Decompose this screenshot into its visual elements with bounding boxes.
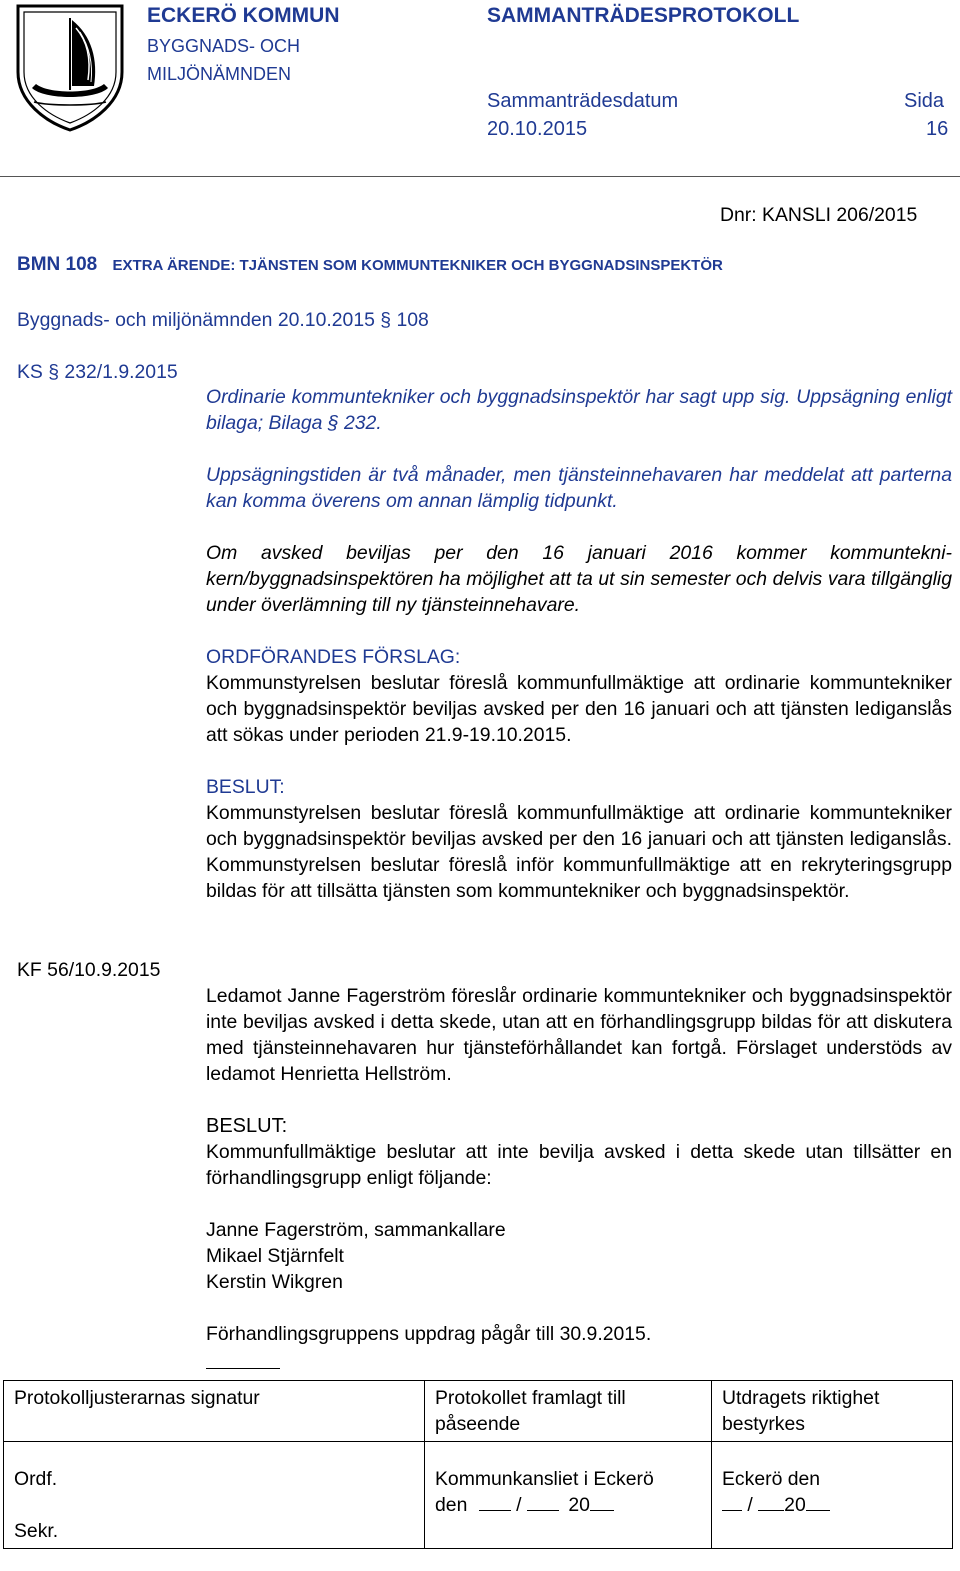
header-divider: [0, 176, 960, 177]
day-blank: [479, 1492, 511, 1511]
chair-label: Ordf.: [14, 1468, 58, 1490]
ks-paragraph-1: Ordinarie kommuntekniker och byggnadsinspektör har sagt upp sig. Uppsägning enligt bilaga; Bilaga § 232.: [206, 386, 952, 434]
month-blank: [527, 1492, 559, 1511]
page-number: 16: [926, 118, 949, 140]
year-blank: [590, 1492, 614, 1511]
signature-table: [3, 1380, 953, 1549]
display-cell: [425, 1442, 712, 1549]
signature-col-title: Protokolljusterarnas signatur: [4, 1381, 425, 1442]
coat-of-arms-logo: [14, 2, 126, 132]
ks-proposal-text: Kommunstyrelsen beslutar föreslå kommunfullmäktige att ordinarie kommuntekniker och byggnadsinspektör beviljas avsked per den 16 januari och att tjänsten ledigansl​ås att sökas under perioden 21.9-19.10.2015.: [206, 672, 952, 746]
reference-line: Byggnads- och miljönämnden 20.10.2015 § 108: [17, 309, 429, 331]
display-date-line: [435, 1492, 701, 1518]
certify-year-prefix: 20: [784, 1494, 806, 1516]
mandate-text: Förhandlingsgruppens uppdrag pågår till 30.9.2015.: [206, 1323, 652, 1345]
board-name-line2: MILJÖNÄMNDEN: [147, 64, 292, 84]
ks-proposal-heading: ORDFÖRANDES FÖRSLAG:: [206, 646, 461, 668]
display-den: den: [435, 1494, 468, 1516]
section-end-rule: [206, 1368, 280, 1369]
diary-number: Dnr: KANSLI 206/2015: [720, 204, 918, 226]
certify-col-title: Utdragets riktighet bestyrkes: [712, 1381, 953, 1442]
section-title: EXTRA ÄRENDE: TJÄNSTEN SOM KOMMUNTEKNIKER OCH BYGGNADSINSPEKTÖR: [112, 257, 723, 274]
ks-paragraph-3: Om avsked beviljas per den 16 januari 2016 kommer kommunteknikern/byggnadsinspektören ha möjlighet att ta ut sin semester och delvis vara tillgänglig under överlämning till ny tjänsteinnehavare.: [206, 542, 952, 616]
certify-month-blank: [758, 1492, 784, 1511]
meeting-date-value: 20.10.2015: [487, 118, 588, 140]
display-office: Kommunkansliet i Eckerö: [435, 1468, 654, 1490]
display-col-title: Protokollet framlagt till påseende: [425, 1381, 712, 1442]
signature-cell: [4, 1442, 425, 1549]
kf-reference: KF 56/10.9.2015: [17, 959, 161, 981]
certify-cell: [712, 1442, 953, 1549]
page-label: Sida: [904, 90, 945, 112]
certify-place: Eckerö den: [722, 1468, 821, 1490]
ks-decision-heading: BESLUT:: [206, 776, 285, 798]
member-3: Kerstin Wikgren: [206, 1271, 343, 1293]
ks-paragraph-2: Uppsägningstiden är två månader, men tjänsteinnehavaren har meddelat att parterna kan komma överens om annan lämplig tidpunkt.: [206, 464, 952, 512]
document-type: SAMMANTRÄDESPROTOKOLL: [487, 4, 800, 27]
ks-reference: KS § 232/1.9.2015: [17, 361, 178, 383]
section-number: BMN 108: [17, 254, 98, 275]
certify-slash: /: [747, 1494, 753, 1516]
kf-decision-text: Kommunfullmäktige beslutar att inte bevilja avsked i detta skede utan tillsätter en förhandlingsgrupp enligt följande:: [206, 1141, 952, 1189]
board-name-line1: BYGGNADS- OCH: [147, 36, 301, 56]
section-heading: [17, 254, 723, 276]
ks-decision-text: Kommunstyrelsen beslutar föreslå kommunfullmäktige att ordinarie kommuntekniker och byggnadsinspektör beviljas avsked per den 16 januari och att tjänsten ledigansl​ås. Kommunstyrelsen beslutar föreslå inför kommunfullmäktige att en rekryteringsgrupp bildas för att tillsätta tjänsten som kommuntekniker och byggnadsinspektör.: [206, 802, 952, 902]
kf-decision-heading: BESLUT:: [206, 1115, 288, 1137]
secretary-label: Sekr.: [14, 1520, 59, 1542]
date-slash: /: [516, 1494, 522, 1516]
municipality-name: ECKERÖ KOMMUN: [147, 4, 340, 27]
certify-year-blank: [806, 1492, 830, 1511]
certify-date-line: [722, 1492, 942, 1518]
member-1: Janne Fagerström, sammankallare: [206, 1219, 506, 1241]
year-prefix: 20: [568, 1494, 590, 1516]
kf-paragraph-1: Ledamot Janne Fagerström föreslår ordinarie kommuntekniker och byggnadsinspektör inte beviljas avsked i detta skede, utan att en förhandlingsgrupp bildas för att diskutera med tjänsteinnehavaren hur tjänsteförhållandet kan fortgå. Förslaget understöds av ledamot Henrietta Hellström.: [206, 985, 952, 1085]
member-list: [206, 1217, 506, 1295]
certify-day-blank: [722, 1492, 742, 1511]
meeting-date-label: Sammanträdesdatum: [487, 90, 679, 112]
member-2: Mikael Stjärnfelt: [206, 1245, 344, 1267]
